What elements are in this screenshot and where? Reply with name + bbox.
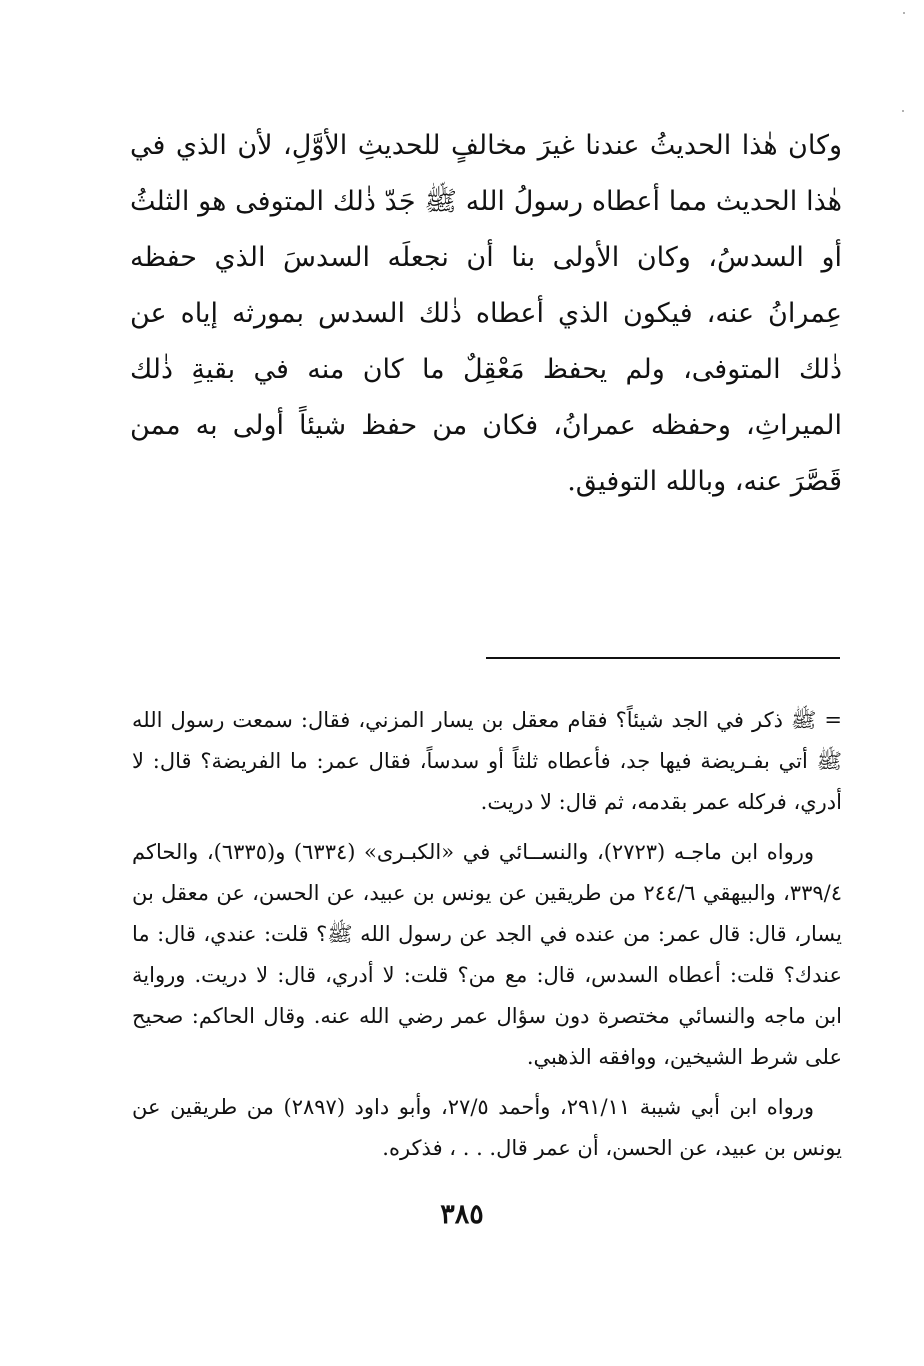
footnote-paragraph-3: ورواه ابن أبي شيبة ٢٩١/١١، وأحمد ٢٧/٥، وأبو داود (٢٨٩٧) من طريقين عن يونس بن عبيد، عن الحسن، أن عمر قال. . . ، فذكره.	[132, 1095, 842, 1160]
main-paragraph: وكان هٰذا الحديثُ عندنا غيرَ مخالفٍ للحديثِ الأوَّلِ، لأن الذي في هٰذا الحديث مما أعطاه رسولُ الله ﷺ جَدّ ذٰلك المتوفى هو الثلثُ أو السدسُ، وكان الأولى بنا أن نجعلَه السدسَ الذي حفظه عِمرانُ عنه، فيكون الذي أعطاه ذٰلك السدس بمورثه إياه عن ذٰلك المتوفى، ولم يحفظ مَعْقِلٌ ما كان منه في بقيةِ ذٰلك الميراثِ، وحفظه عمرانُ، فكان من حفظ شيئاً أولى به ممن قَصَّرَ عنه، وبالله التوفيق.	[130, 130, 842, 497]
footnotes-block	[132, 700, 842, 1178]
footnote-separator	[486, 657, 840, 659]
main-text-block	[130, 118, 842, 510]
page-number: ٣٨٥	[440, 1199, 484, 1230]
footnote-paragraph-1: = ﷺ ذكر في الجد شيئاً؟ فقام معقل بن يسار المزني، فقال: سمعت رسول الله ﷺ أتي بفـريضة فيها جد، فأعطاه ثلثاً أو سدساً، فقال عمر: ما الفريضة؟ قال: لا أدري، فركله عمر بقدمه، ثم قال: لا دريت.	[132, 708, 843, 814]
scan-speck	[902, 110, 904, 112]
footnote-paragraph-2: ورواه ابن ماجـه (٢٧٢٣)، والنســائي في «الكبـرى» (٦٣٣٤) و(٦٣٣٥)، والحاكم ٣٣٩/٤، والبيهقي ٢٤٤/٦ من طريقين عن يونس بن عبيد، عن الحسن، عن معقل بن يسار، قال: قال عمر: من عنده في الجد عن رسول الله ﷺ؟ قلت: عندي، قال: ما عندك؟ قلت: أعطاه السدس، قال: مع من؟ قلت: لا أدري، قال: لا دريت. ورواية ابن ماجه والنسائي مختصرة دون سؤال عمر رضي الله عنه. وقال الحاكم: صحيح على شرط الشيخين، ووافقه الذهبي.	[132, 840, 842, 1069]
scan-speck	[903, 12, 905, 14]
